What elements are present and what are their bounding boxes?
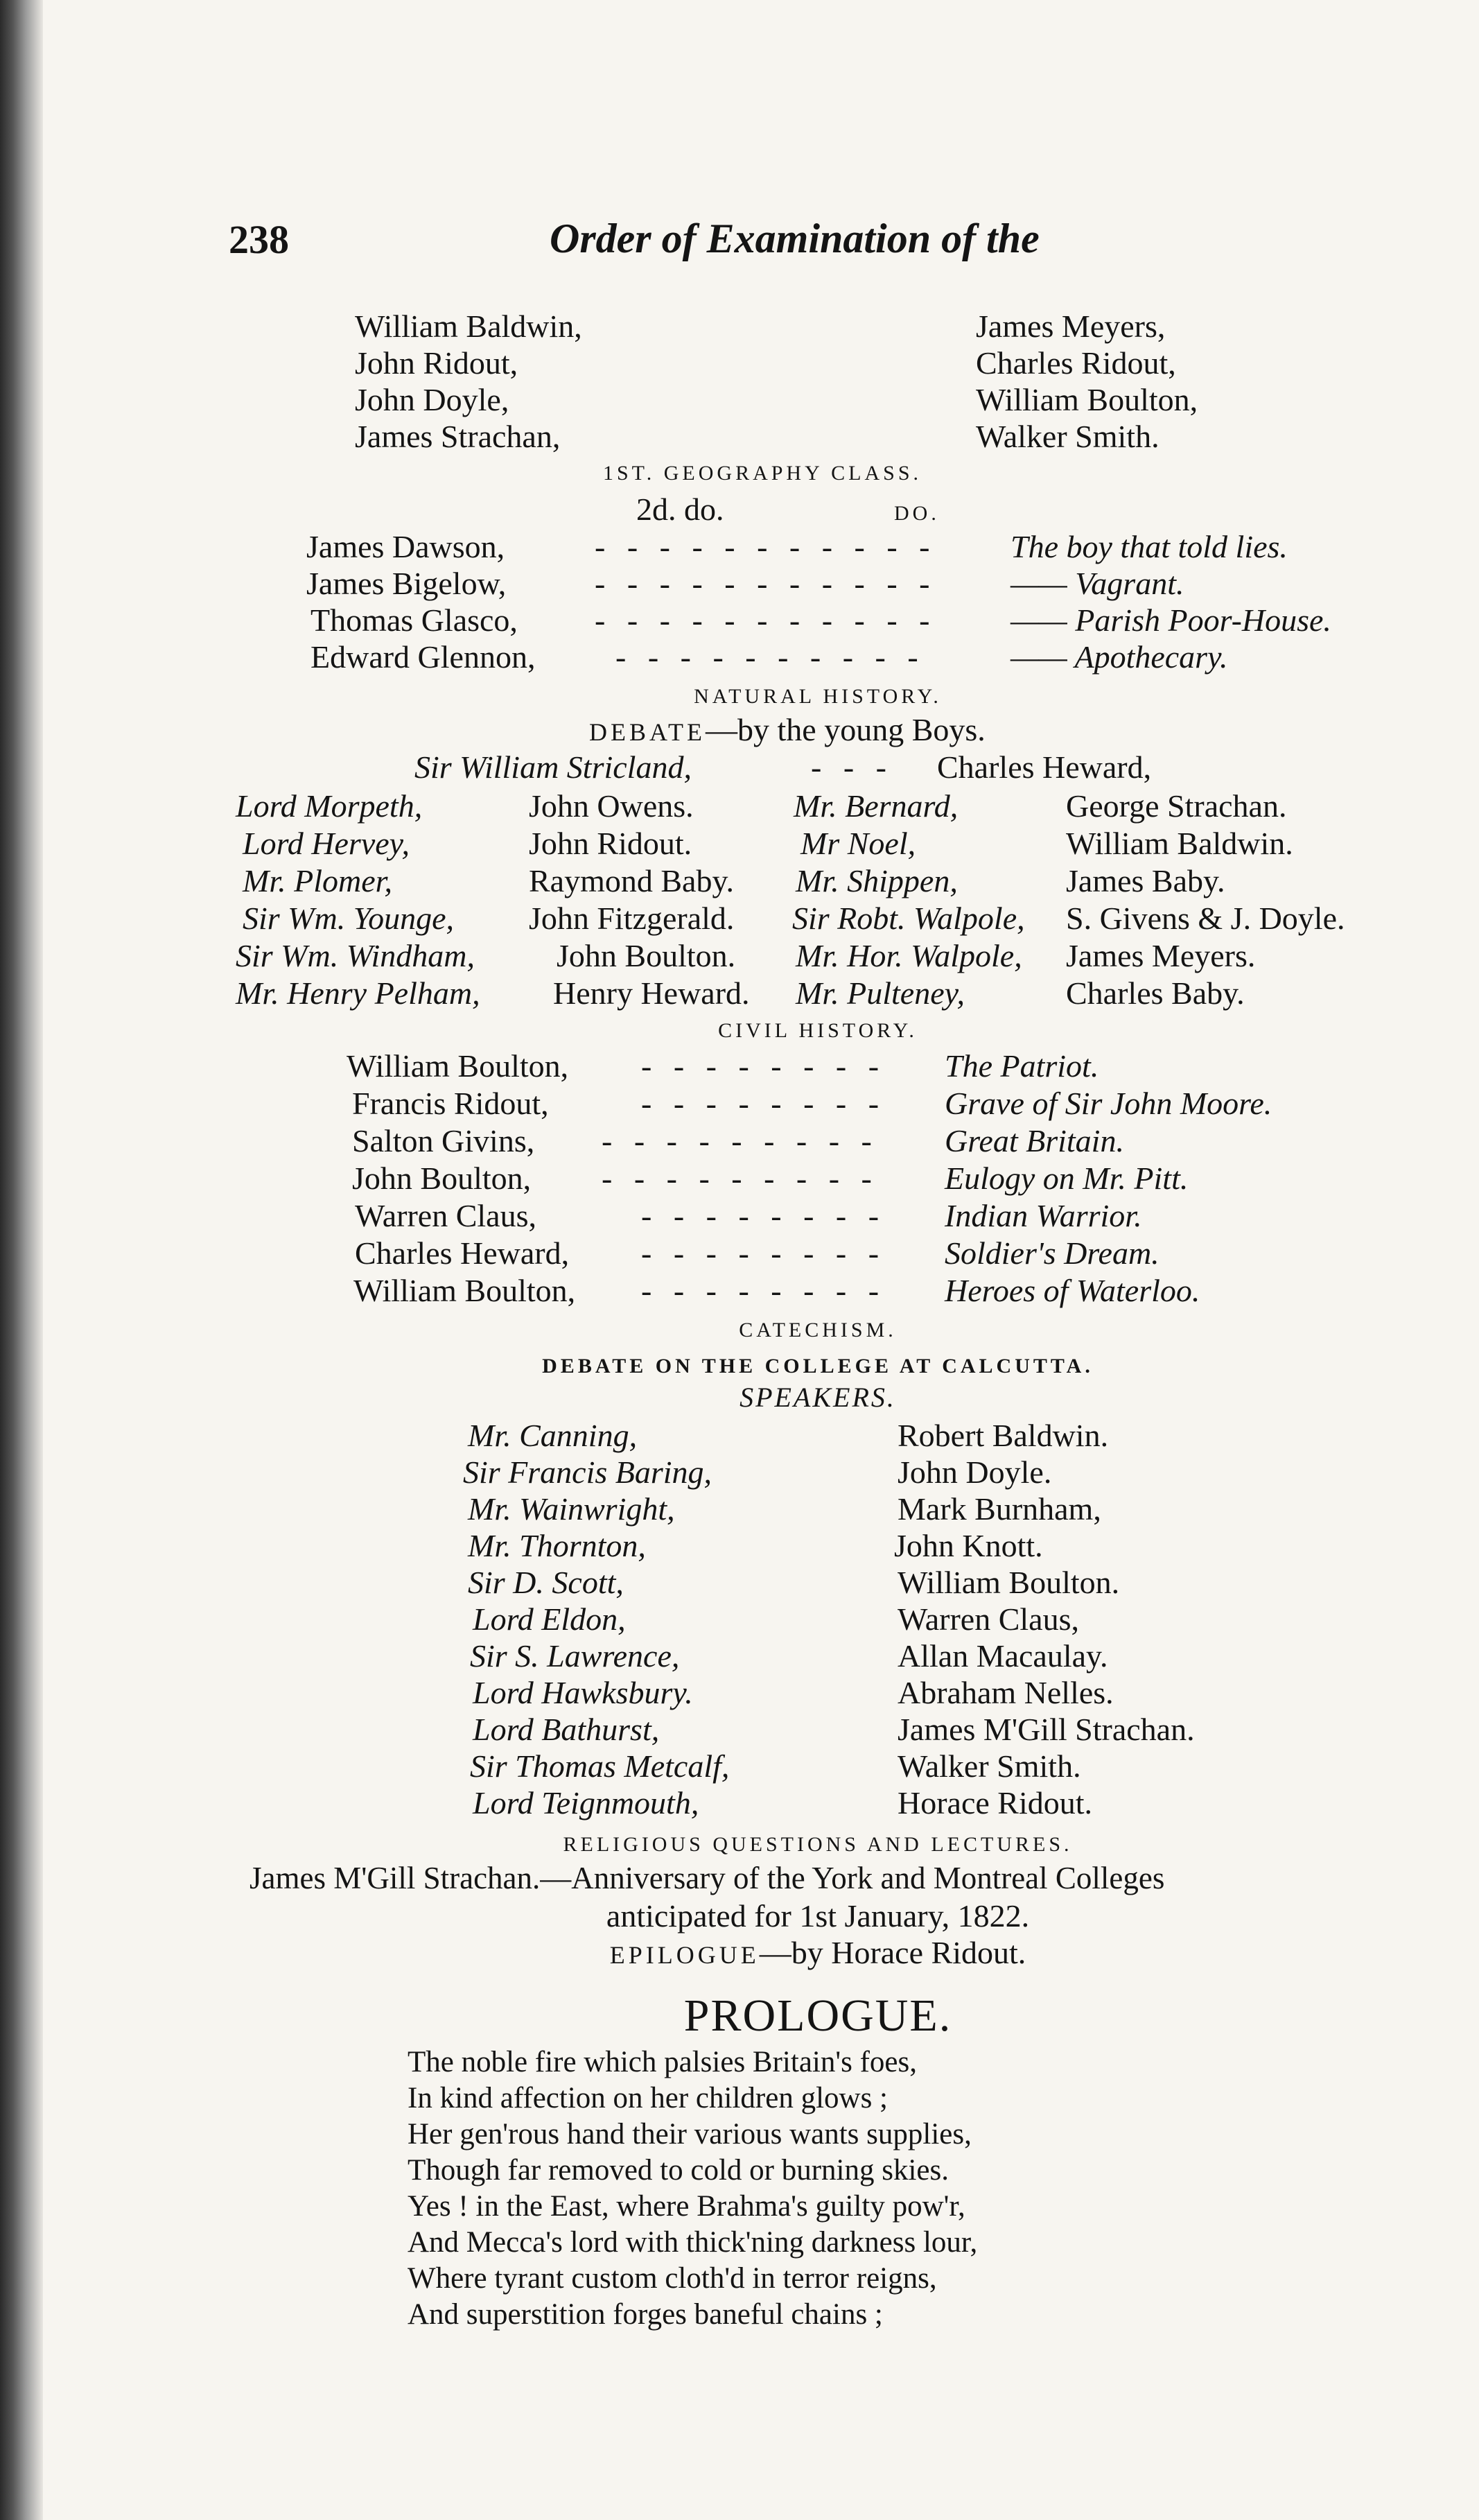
- verse-line: The noble fire which palsies Britain's foes,: [408, 2046, 917, 2078]
- geography-row-name: Edward Glennon,: [310, 639, 536, 675]
- debate-role: Mr. Hor. Walpole,: [796, 938, 1022, 973]
- debate-role: Sir S. Lawrence,: [470, 1638, 680, 1674]
- dot-leader: - - - - - - - - - - -: [595, 602, 937, 638]
- debate-speaker: James Baby.: [1066, 863, 1225, 898]
- geography-row-name: James Dawson,: [306, 529, 505, 564]
- debate-speaker: Charles Heward,: [937, 749, 1152, 785]
- debate-speaker: James Meyers.: [1066, 938, 1256, 973]
- section-heading-religious: RELIGIOUS QUESTIONS AND LECTURES.: [563, 1833, 1073, 1856]
- epilogue-label: EPILOGUE: [609, 1941, 760, 1969]
- debate-role: Lord Hervey,: [243, 826, 410, 861]
- debate-speaker: Allan Macaulay.: [898, 1638, 1108, 1674]
- debate-label: DEBATE: [589, 718, 706, 746]
- epilogue-rest: —by Horace Ridout.: [759, 1935, 1026, 1970]
- section-heading-natural-history: NATURAL HISTORY.: [694, 685, 942, 708]
- verse-line: And Mecca's lord with thick'ning darkness lour,: [408, 2226, 978, 2259]
- section-heading-catechism: CATECHISM.: [739, 1319, 897, 1341]
- top-name: John Doyle,: [355, 382, 509, 417]
- debate-role: Sir Francis Baring,: [463, 1454, 712, 1490]
- civil-row-name: Francis Ridout,: [352, 1086, 549, 1121]
- debate-speaker: Mark Burnham,: [898, 1491, 1101, 1527]
- dot-leader: - - - - - - - - - - -: [595, 529, 937, 564]
- debate-line: [589, 711, 986, 748]
- debate-role: Sir D. Scott,: [468, 1565, 624, 1600]
- top-name: William Boulton,: [976, 382, 1198, 417]
- prologue-title: PROLOGUE.: [683, 1990, 952, 2041]
- civil-row-name: Warren Claus,: [355, 1198, 536, 1233]
- debate-speaker: John Doyle.: [898, 1454, 1052, 1490]
- debate-speaker: Raymond Baby.: [529, 863, 734, 898]
- section-heading-geography: 1ST. GEOGRAPHY CLASS.: [602, 462, 922, 485]
- debate-role: Lord Bathurst,: [473, 1712, 660, 1747]
- debate-speaker: Charles Baby.: [1066, 975, 1245, 1011]
- dot-leader: - - - - - - - -: [641, 1048, 886, 1084]
- debate-role: Mr Noel,: [800, 826, 916, 861]
- running-title: Order of Examination of the: [550, 216, 1040, 261]
- debate-speaker: John Knott.: [894, 1528, 1043, 1563]
- top-name: John Ridout,: [355, 345, 518, 381]
- debate-role: Sir Wm. Younge,: [243, 901, 454, 936]
- debate-role: Sir Thomas Metcalf,: [470, 1748, 730, 1784]
- religious-line: anticipated for 1st January, 1822.: [606, 1898, 1030, 1934]
- debate-speaker: Horace Ridout.: [898, 1785, 1093, 1821]
- civil-row-name: William Boulton,: [347, 1048, 569, 1084]
- civil-row-name: John Boulton,: [352, 1161, 532, 1196]
- debate-role: Lord Morpeth,: [236, 788, 423, 824]
- debate-role: Lord Hawksbury.: [473, 1675, 693, 1710]
- section-heading-civil-history: CIVIL HISTORY.: [718, 1019, 918, 1042]
- top-name: Walker Smith.: [976, 419, 1159, 454]
- civil-row-piece: Great Britain.: [945, 1123, 1124, 1158]
- verse-line: Her gen'rous hand their various wants supplies,: [408, 2118, 972, 2150]
- geography-row-piece: —— Apothecary.: [1010, 639, 1228, 675]
- civil-row-name: Charles Heward,: [355, 1235, 570, 1271]
- debate-role: Lord Eldon,: [473, 1601, 626, 1637]
- civil-row-piece: Eulogy on Mr. Pitt.: [945, 1161, 1189, 1196]
- civil-row-piece: Soldier's Dream.: [945, 1235, 1159, 1271]
- geography-row-piece: The boy that told lies.: [1010, 529, 1288, 564]
- civil-row-name: William Boulton,: [353, 1273, 576, 1308]
- debate-role: Sir William Stricland,: [414, 749, 692, 785]
- debate-speaker: Warren Claus,: [898, 1601, 1079, 1637]
- debate-role: Mr. Canning,: [468, 1418, 638, 1453]
- dot-leader: - - - - - - - -: [641, 1235, 886, 1271]
- geography-row-piece: —— Parish Poor-House.: [1010, 602, 1331, 638]
- debate-role: Mr. Henry Pelham,: [236, 975, 480, 1011]
- debate-role: Mr. Thornton,: [468, 1528, 646, 1563]
- top-name: William Baldwin,: [355, 309, 582, 344]
- debate-role: Mr. Wainwright,: [468, 1491, 675, 1527]
- debate-role: Mr. Bernard,: [794, 788, 959, 824]
- verse-line: In kind affection on her children glows ;: [408, 2082, 888, 2114]
- speakers-heading: SPEAKERS.: [740, 1382, 896, 1413]
- verse-line: Though far removed to cold or burning skies.: [408, 2154, 949, 2187]
- geography-row-piece: —— Vagrant.: [1010, 566, 1184, 601]
- epilogue-line: [402, 1934, 1234, 1971]
- geography-row-name: James Bigelow,: [306, 566, 507, 601]
- civil-row-piece: Grave of Sir John Moore.: [945, 1086, 1272, 1121]
- debate-speaker: William Baldwin.: [1066, 826, 1293, 861]
- debate-speaker: Henry Heward.: [553, 975, 750, 1011]
- civil-row-piece: Indian Warrior.: [945, 1198, 1142, 1233]
- debate-rest: —by the young Boys.: [706, 712, 986, 747]
- verse-line: Where tyrant custom cloth'd in terror reigns,: [408, 2262, 937, 2295]
- debate-speaker: S. Givens & J. Doyle.: [1066, 901, 1345, 936]
- verse-line: Yes ! in the East, where Brahma's guilty pow'r,: [408, 2190, 965, 2223]
- page-number: 238: [229, 217, 289, 262]
- debate-speaker: Walker Smith.: [898, 1748, 1081, 1784]
- geography-subheading-left: 2d. do.: [636, 492, 724, 527]
- debate-speaker: Abraham Nelles.: [898, 1675, 1114, 1710]
- debate-speaker: Robert Baldwin.: [898, 1418, 1109, 1453]
- debate-speaker: William Boulton.: [898, 1565, 1120, 1600]
- debate-speaker: John Ridout.: [529, 826, 692, 861]
- civil-row-piece: Heroes of Waterloo.: [945, 1273, 1200, 1308]
- dot-leader: - - - - - - - - -: [602, 1161, 879, 1196]
- debate-role: Lord Teignmouth,: [473, 1785, 699, 1821]
- civil-row-piece: The Patriot.: [945, 1048, 1099, 1084]
- dot-leader: - - - - - - - -: [641, 1198, 886, 1233]
- civil-row-name: Salton Givins,: [352, 1123, 535, 1158]
- section-heading-debate-calcutta: DEBATE ON THE COLLEGE AT CALCUTTA.: [542, 1355, 1094, 1378]
- top-name: James Strachan,: [355, 419, 561, 454]
- dot-leader: - - - - - - - - - - -: [595, 566, 937, 601]
- dot-leader: - - -: [811, 749, 893, 785]
- debate-role: Mr. Pulteney,: [796, 975, 965, 1011]
- geography-row-name: Thomas Glasco,: [310, 602, 518, 638]
- debate-speaker: George Strachan.: [1066, 788, 1287, 824]
- verse-line: And superstition forges baneful chains ;: [408, 2298, 883, 2331]
- debate-role: Sir Wm. Windham,: [236, 938, 475, 973]
- geography-subheading-right: DO.: [894, 502, 940, 525]
- dot-leader: - - - - - - - -: [641, 1086, 886, 1121]
- religious-line: James M'Gill Strachan.—Anniversary of the York and Montreal Colleges: [250, 1861, 1165, 1895]
- debate-role: Mr. Plomer,: [243, 863, 392, 898]
- dot-leader: - - - - - - - - - -: [615, 639, 925, 675]
- debate-role: Sir Robt. Walpole,: [792, 901, 1025, 936]
- debate-speaker: James M'Gill Strachan.: [898, 1712, 1195, 1747]
- dot-leader: - - - - - - - - -: [602, 1123, 879, 1158]
- debate-speaker: John Fitzgerald.: [529, 901, 735, 936]
- dot-leader: - - - - - - - -: [641, 1273, 886, 1308]
- top-name: James Meyers,: [976, 309, 1166, 344]
- debate-role: Mr. Shippen,: [796, 863, 958, 898]
- top-name: Charles Ridout,: [976, 345, 1176, 381]
- debate-speaker: John Owens.: [529, 788, 694, 824]
- debate-speaker: John Boulton.: [557, 938, 736, 973]
